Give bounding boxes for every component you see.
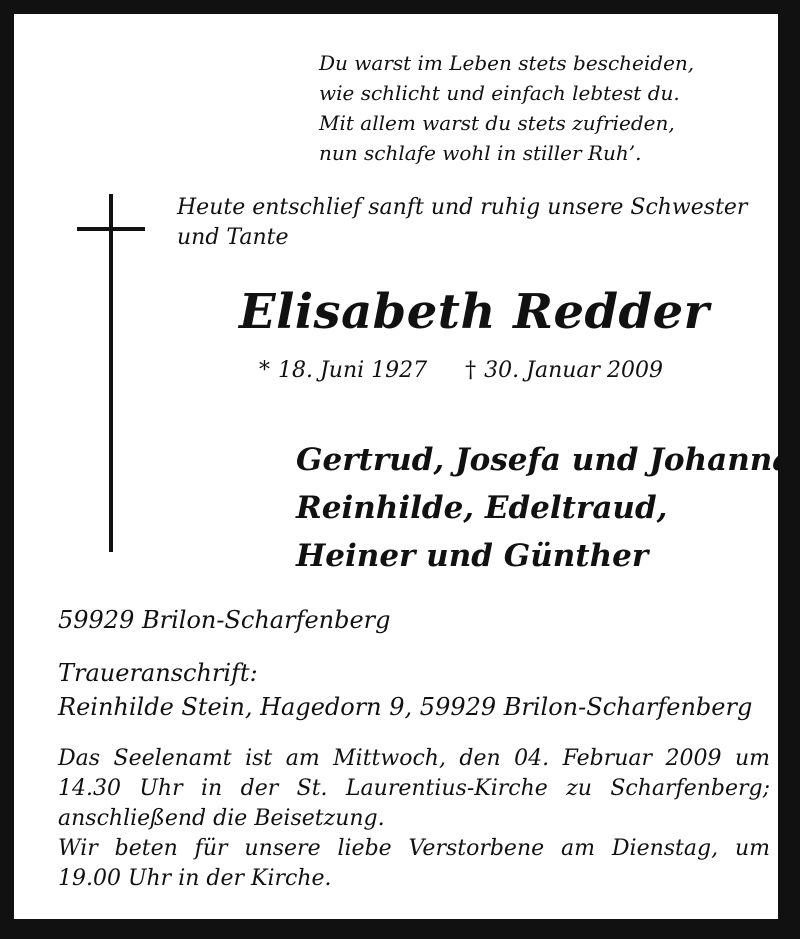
announcement-line: Heute entschlief sanft und ruhig unsere Schwester (177, 195, 748, 220)
life-dates (259, 356, 663, 386)
service-line: 19.00 Uhr in der Kirche. (58, 866, 332, 891)
mourners-line: Heiner und Günther (296, 538, 649, 574)
service-info (58, 744, 770, 894)
mourners-line: Reinhilde, Edeltraud, (296, 490, 668, 526)
poem-line: Mit allem warst du stets zufrieden, (319, 111, 675, 135)
place-of-residence: 59929 Brilon-Scharfenberg (58, 606, 391, 634)
birth-date: 18. Juni 1927 (278, 358, 428, 383)
address-label: Traueranschrift: (58, 659, 258, 687)
deceased-name: Elisabeth Redder (239, 284, 710, 340)
service-line: anschließend die Beisetzung. (58, 806, 385, 831)
mourners-list (296, 436, 792, 580)
cross-icon-vertical (109, 194, 113, 552)
mourning-address (58, 656, 752, 724)
memorial-poem (319, 48, 694, 168)
service-line: 14.30 Uhr in der St. Laurentius-Kirche zu Scharfenberg; (58, 776, 770, 801)
announcement-text (177, 193, 747, 253)
mourners-line: Gertrud, Josefa und Johanna (296, 442, 793, 478)
death-date: 30. Januar 2009 (484, 358, 664, 383)
poem-line: nun schlafe wohl in stiller Ruh’. (319, 141, 642, 165)
death-symbol-icon: † (465, 358, 477, 383)
announcement-line: und Tante (177, 225, 289, 250)
service-line: Das Seelenamt ist am Mittwoch, den 04. Februar 2009 um (58, 746, 770, 771)
address-text: Reinhilde Stein, Hagedorn 9, 59929 Brilon-Scharfenberg (58, 693, 753, 721)
poem-line: Du warst im Leben stets bescheiden, (319, 51, 695, 75)
cross-icon-horizontal (77, 227, 145, 231)
birth-symbol-icon: * (259, 358, 270, 383)
service-line: Wir beten für unsere liebe Verstorbene am Dienstag, um (58, 836, 770, 861)
poem-line: wie schlicht und einfach lebtest du. (319, 81, 680, 105)
